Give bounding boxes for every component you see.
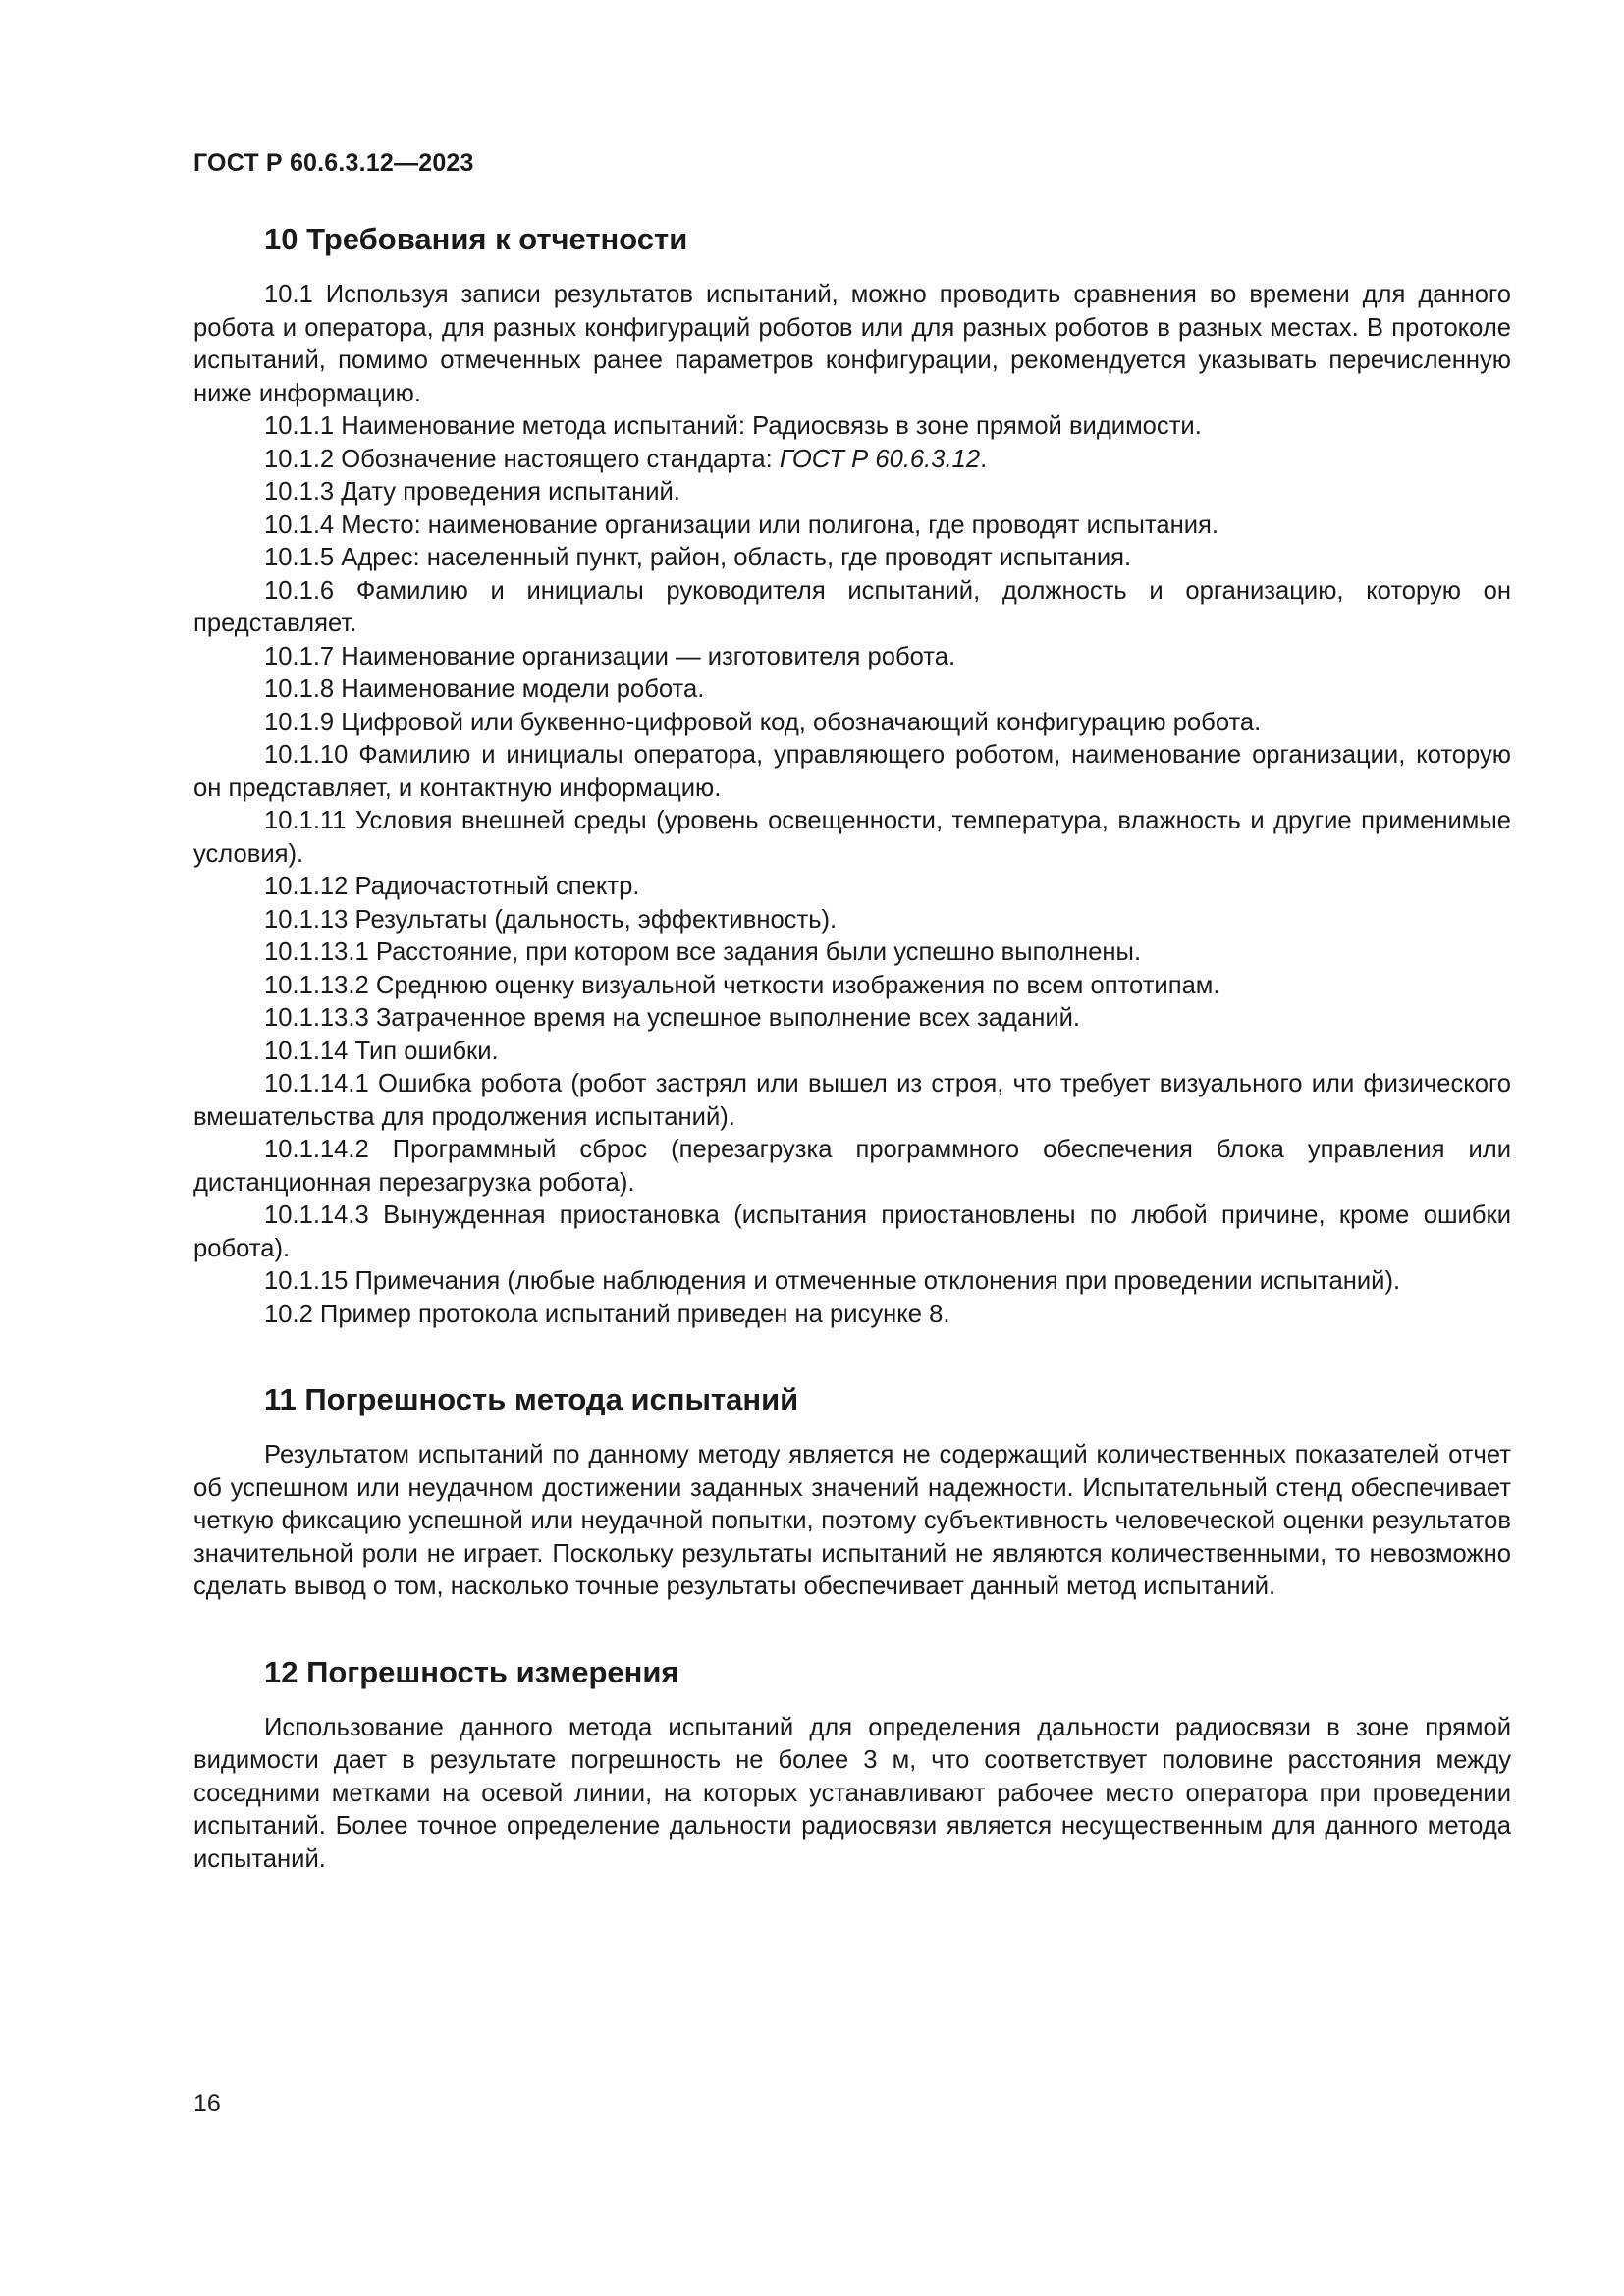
paragraph-10-1-2 (193, 444, 1511, 477)
paragraph-10-1-8: 10.1.8 Наименование модели робота. (264, 675, 705, 703)
paragraph-10-1-2-end: . (980, 445, 988, 473)
paragraph-10-1-6: 10.1.6 Фамилию и инициалы руководителя испытаний, должность и организацию, которую он представляет. (193, 576, 1511, 637)
paragraph-10-1-11: 10.1.11 Условия внешней среды (уровень освещенности, температура, влажность и другие применимые условия). (193, 807, 1511, 868)
paragraph-10-1-13-3: 10.1.13.3 Затраченное время на успешное выполнение всех заданий. (264, 1004, 1081, 1032)
paragraph-10-1-13: 10.1.13 Результаты (дальность, эффективность). (264, 905, 838, 934)
paragraph-10-1-4: 10.1.4 Место: наименование организации или полигона, где проводят испытания. (264, 510, 1219, 539)
standard-code-header: ГОСТ Р 60.6.3.12—2023 (193, 149, 474, 177)
standard-reference: ГОСТ Р 60.6.3.12 (779, 445, 981, 473)
page-number: 16 (193, 2090, 221, 2117)
section-11-title: 11 Погрешность метода испытаний (264, 1382, 799, 1416)
paragraph-10-1-9: 10.1.9 Цифровой или буквенно-цифровой код, обозначающий конфигурацию робота. (264, 708, 1262, 736)
paragraph-10-1-13-2: 10.1.13.2 Среднюю оценку визуальной четкости изображения по всем оптотипам. (264, 971, 1220, 999)
section-11-body: Результатом испытаний по данному методу является не содержащий количественных показателей отчет об успешном или неудачном достижении заданных значений надежности. Испытательный стенд обеспечивает четкую фиксацию успешной или неудачной попытки, поэтому субъективность человеческой оценки результатов значительной роли не играет. Поскольку результаты испытаний не являются количественными, то невозможно сделать вывод о том, насколько точные результаты обеспечивает данный метод испытаний. (193, 1441, 1511, 1600)
paragraph-10-1-14-2: 10.1.14.2 Программный сброс (перезагрузка программного обеспечения блока управления или дистанционная перезагрузка робота). (193, 1136, 1511, 1197)
section-10-title: 10 Требования к отчетности (264, 222, 688, 256)
paragraph-10-1-10: 10.1.10 Фамилию и инициалы оператора, управляющего роботом, наименование организации, которую он представляет, и контактную информацию. (193, 741, 1511, 802)
paragraph-10-1-5: 10.1.5 Адрес: населенный пункт, район, область, где проводят испытания. (264, 544, 1132, 571)
paragraph-10-1-14: 10.1.14 Тип ошибки. (264, 1037, 499, 1065)
paragraph-10-1: 10.1 Используя записи результатов испытаний, можно проводить сравнения во времени для данного робота и оператора, для разных конфигураций роботов или для разных роботов в разных местах. В протоколе испытаний, помимо отмеченных ранее параметров конфигурации, рекомендуется указывать перечисленную ниже информацию. (193, 281, 1511, 407)
paragraph-10-1-1: 10.1.1 Наименование метода испытаний: Радиосвязь в зоне прямой видимости. (264, 412, 1202, 440)
paragraph-10-1-14-3: 10.1.14.3 Вынужденная приостановка (испытания приостановлены по любой причине, кроме ошибки робота). (193, 1201, 1511, 1262)
paragraph-10-1-14-1: 10.1.14.1 Ошибка робота (робот застрял или вышел из строя, что требует визуального или физического вмешательства для продолжения испытаний). (193, 1070, 1511, 1131)
document-body (193, 220, 1511, 1876)
paragraph-10-1-7: 10.1.7 Наименование организации — изготовителя робота. (264, 642, 956, 670)
paragraph-10-1-3: 10.1.3 Дату проведения испытаний. (264, 478, 680, 506)
section-12-title: 12 Погрешность измерения (264, 1654, 679, 1689)
paragraph-10-1-2-text: 10.1.2 Обозначение настоящего стандарта: (264, 445, 780, 473)
paragraph-10-1-15: 10.1.15 Примечания (любые наблюдения и отмеченные отклонения при проведении испытаний). (264, 1267, 1401, 1295)
paragraph-10-2: 10.2 Пример протокола испытаний приведен на рисунке 8. (264, 1300, 950, 1328)
section-12-body: Использование данного метода испытаний для определения дальности радиосвязи в зоне прямой видимости дает в результате погрешность не более 3 м, что соответствует половине расстояния между соседними метками на осевой линии, на которых устанавливают рабочее место оператора при проведении испытаний. Более точное определение дальности радиосвязи является несущественным для данного метода испытаний. (193, 1713, 1511, 1873)
paragraph-10-1-13-1: 10.1.13.1 Расстояние, при котором все задания были успешно выполнены. (264, 938, 1142, 966)
paragraph-10-1-12: 10.1.12 Радиочастотный спектр. (264, 873, 640, 900)
